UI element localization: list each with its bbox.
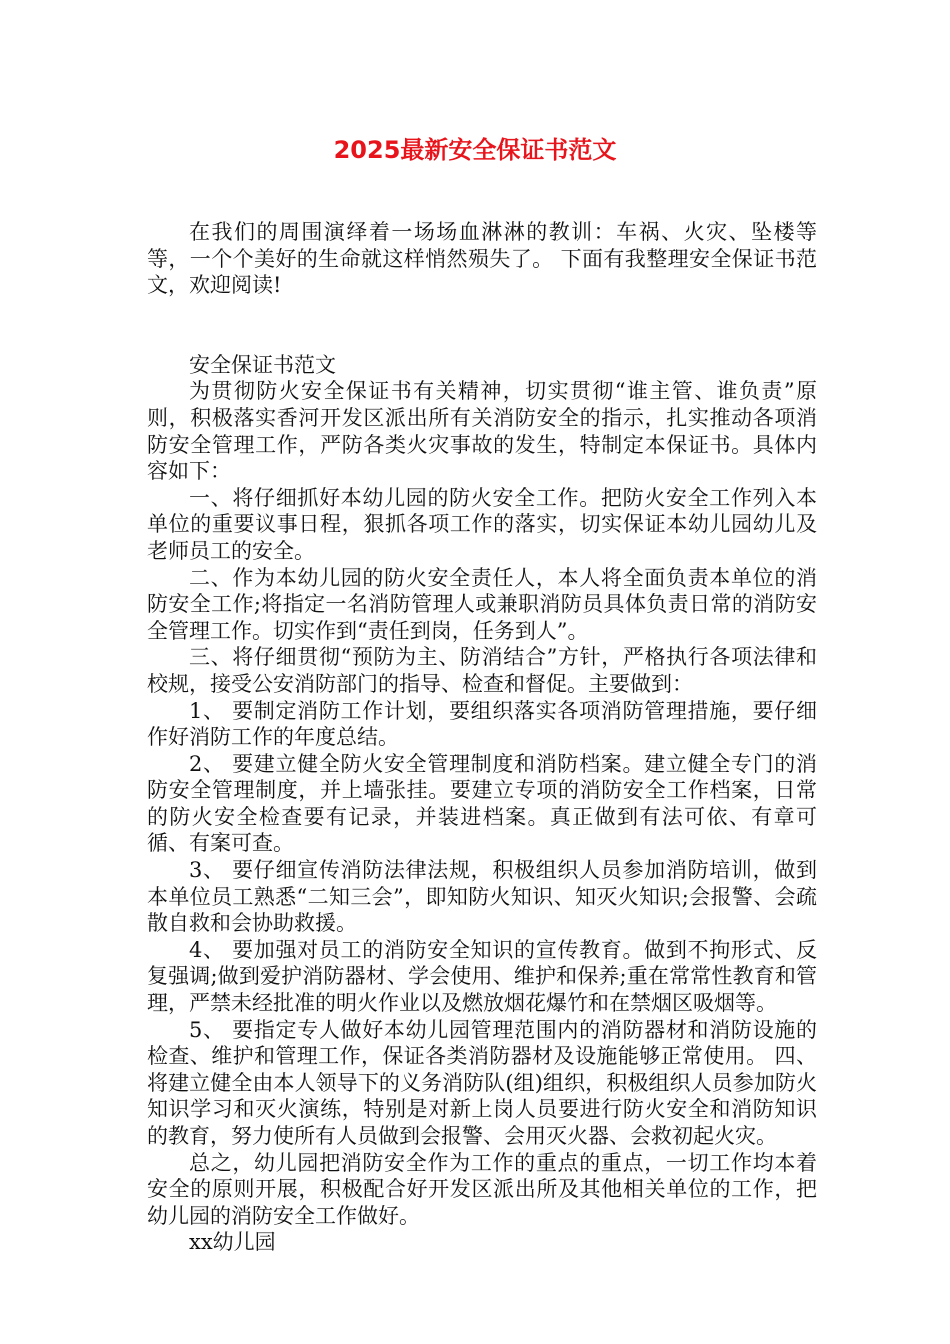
body-paragraph: 总之，幼儿园把消防安全作为工作的重点的重点，一切工作均本着安全的原则开展，积极配合好开发区派出所及其他相关单位的工作，把幼儿园的消防安全工作做好。	[147, 1150, 817, 1228]
body-paragraph: 4、 要加强对员工的消防安全知识的宣传教育。做到不拘形式、反复强调;做到爱护消防器材、学会使用、维护和保养;重在常常性教育和管理，严禁未经批准的明火作业以及燃放烟花爆竹和在禁烟区吸烟等。	[147, 937, 817, 1016]
document-body	[147, 219, 817, 1256]
body-paragraph: 3、 要仔细宣传消防法律法规，积极组织人员参加消防培训，做到本单位员工熟悉“二知三会”，即知防火知识、知灭火知识;会报警、会疏散自救和会协助救援。	[147, 858, 817, 936]
body-paragraph: 2、 要建立健全防火安全管理制度和消防档案。建立健全专门的消防安全管理制度，并上墙张挂。要建立专项的消防安全工作档案，日常的防火安全检查要有记录，并装进档案。真正做到有法可依、有章可循、有案可查。	[147, 751, 817, 856]
body-paragraph: 一、将仔细抓好本幼儿园的防火安全工作。把防火安全工作列入本单位的重要议事日程，狠抓各项工作的落实，切实保证本幼儿园幼儿及老师员工的安全。	[147, 485, 817, 563]
body-paragraph: 三、将仔细贯彻“预防为主、防消结合”方针，严格执行各项法律和校规，接受公安消防部门的指导、检查和督促。主要做到：	[147, 645, 817, 696]
body-paragraph: 二、作为本幼儿园的防火安全责任人，本人将全面负责本单位的消防安全工作;将指定一名消防管理人或兼职消防员具体负责日常的消防安全管理工作。切实作到“责任到岗，任务到人”。	[147, 565, 817, 643]
signature: xx幼儿园	[189, 1230, 276, 1255]
body-paragraph: 1、 要制定消防工作计划，要组织落实各项消防管理措施，要仔细作好消防工作的年度总结。	[147, 698, 817, 750]
section-heading: 安全保证书范文	[189, 352, 336, 377]
body-paragraph: 为贯彻防火安全保证书有关精神，切实贯彻“谁主管、谁负责”原则，积极落实香河开发区派出所有关消防安全的指示，扎实推动各项消防安全管理工作，严防各类火灾事故的发生，特制定本保证书。具体内容如下：	[147, 379, 817, 484]
body-paragraph: 5、 要指定专人做好本幼儿园管理范围内的消防器材和消防设施的检查、维护和管理工作，保证各类消防器材及设施能够正常使用。 四、将建立健全由本人领导下的义务消防队(组)组织，积极组织人员参加防火知识学习和灭火演练，特别是对新上岗人员要进行防火安全和消防知识的教育，努力使所有人员做到会报警、会用灭火器、会救初起火灾。	[147, 1017, 817, 1148]
paragraph-spacer	[147, 299, 817, 352]
document-title: 2025最新安全保证书范文	[333, 136, 617, 164]
intro-paragraph: 在我们的周围演绎着一场场血淋淋的教训：车祸、火灾、坠楼等等，一个个美好的生命就这样悄然殒失了。 下面有我整理安全保证书范文，欢迎阅读!	[147, 220, 817, 298]
